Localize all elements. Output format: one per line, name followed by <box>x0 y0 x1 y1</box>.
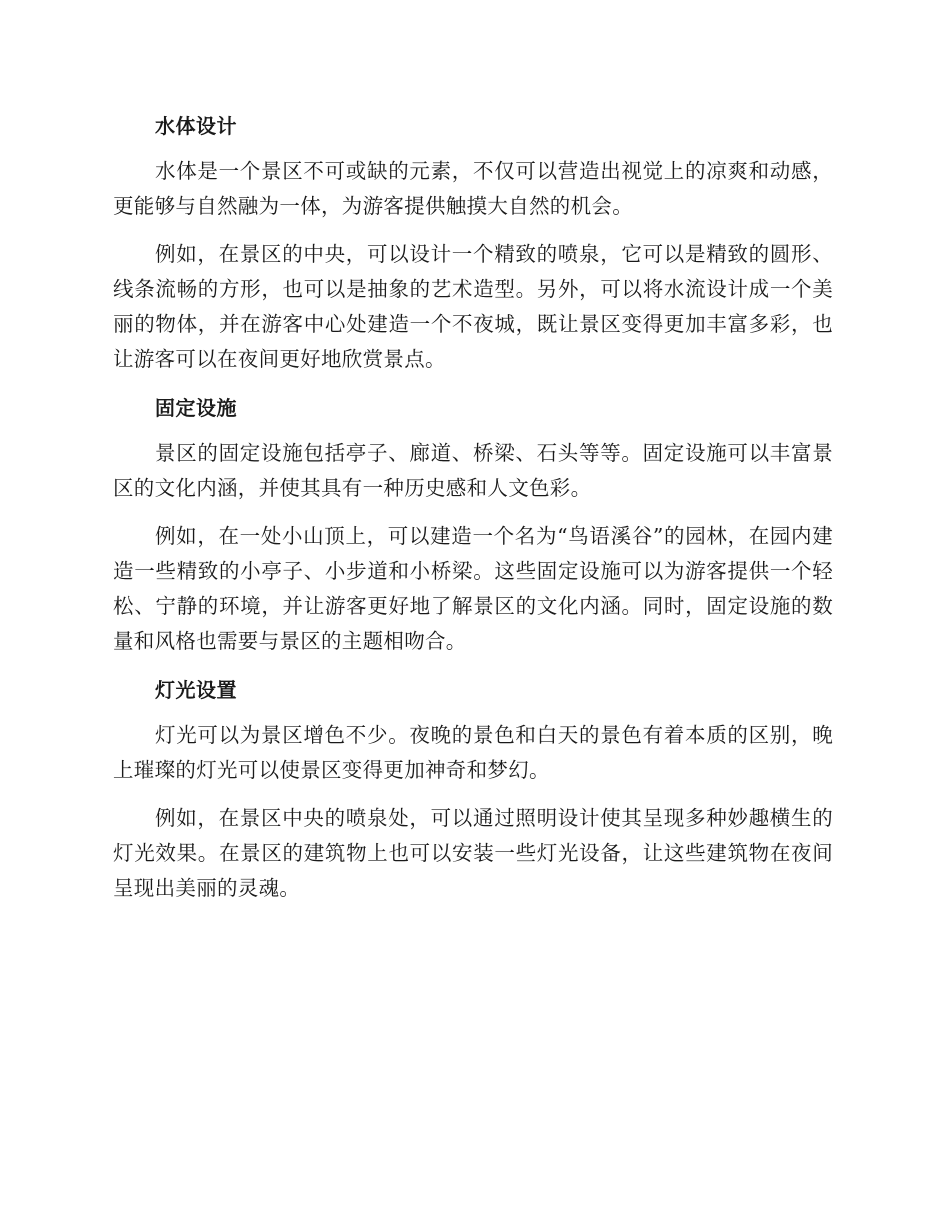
section-lighting <box>113 672 833 906</box>
document-page <box>113 108 833 919</box>
paragraph: 例如，在一处小山顶上，可以建造一个名为“鸟语溪谷”的园林，在园内建造一些精致的小亭子、小步道和小桥梁。这些固定设施可以为游客提供一个轻松、宁静的环境，并让游客更好地了解景区的文化内涵。同时，固定设施的数量和风格也需要与景区的主题相吻合。 <box>113 524 833 653</box>
paragraph: 例如，在景区中央的喷泉处，可以通过照明设计使其呈现多种妙趣横生的灯光效果。在景区的建筑物上也可以安装一些灯光设备，让这些建筑物在夜间呈现出美丽的灵魂。 <box>113 806 833 900</box>
section-heading: 灯光设置 <box>155 678 237 702</box>
paragraph: 例如，在景区的中央，可以设计一个精致的喷泉，它可以是精致的圆形、线条流畅的方形，也可以是抽象的艺术造型。另外，可以将水流设计成一个美丽的物体，并在游客中心处建造一个不夜城，既让景区变得更加丰富多彩，也让游客可以在夜间更好地欣赏景点。 <box>113 242 833 371</box>
paragraph: 景区的固定设施包括亭子、廊道、桥梁、石头等等。固定设施可以丰富景区的文化内涵，并使其具有一种历史感和人文色彩。 <box>113 441 833 500</box>
paragraph: 水体是一个景区不可或缺的元素，不仅可以营造出视觉上的凉爽和动感，更能够与自然融为一体，为游客提供触摸大自然的机会。 <box>113 159 833 218</box>
paragraph: 灯光可以为景区增色不少。夜晚的景色和白天的景色有着本质的区别，晚上璀璨的灯光可以使景区变得更加神奇和梦幻。 <box>113 723 833 782</box>
section-water-design <box>113 108 833 377</box>
section-fixed-facilities <box>113 390 833 659</box>
section-heading: 固定设施 <box>155 396 237 420</box>
section-heading: 水体设计 <box>155 114 237 138</box>
